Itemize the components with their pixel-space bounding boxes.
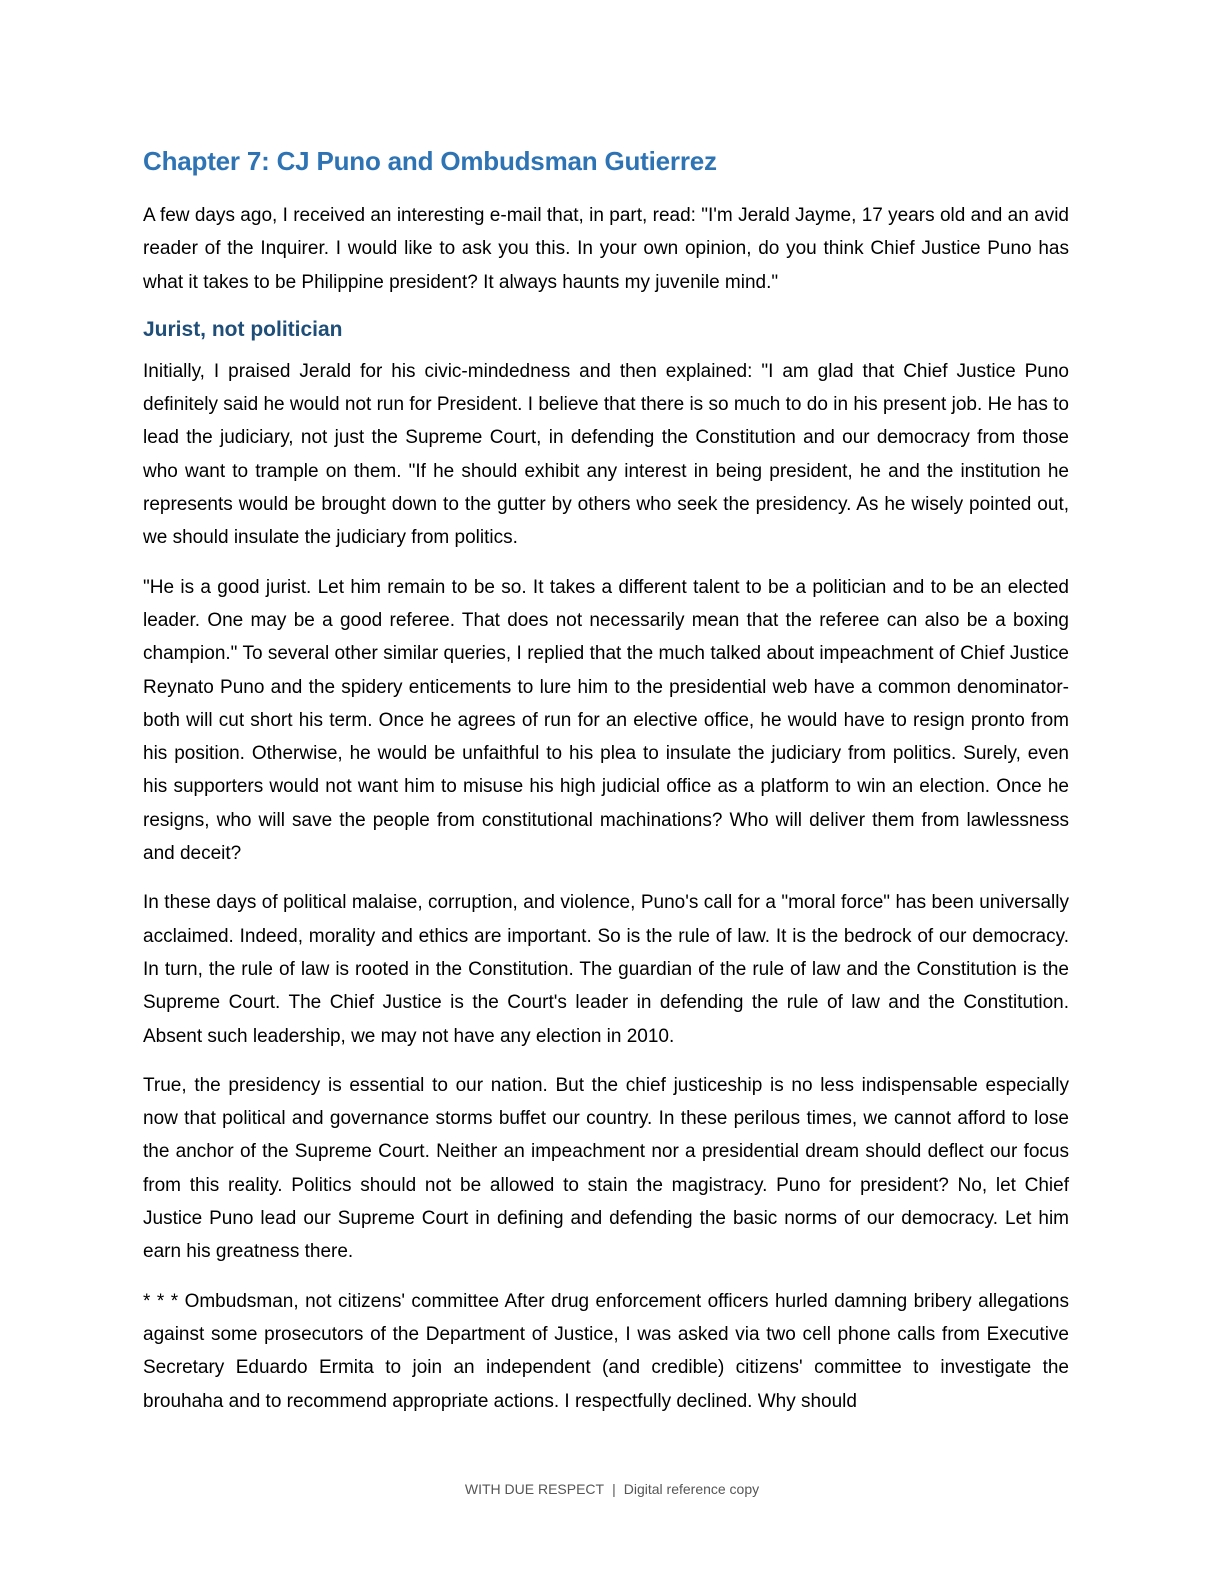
body-paragraph: True, the presidency is essential to our nation. But the chief justiceship is no less indispensable especially now that political and governance storms buffet our country. In these perilous times, we cannot afford to lose the anchor of the Supreme Court. Neither an impeachment nor a presidential dream should deflect our focus from this reality. Politics should not be allowed to stain the magistracy. Puno for president? No, let Chief Justice Puno lead our Supreme Court in defining and defending the basic norms of our democracy. Let him earn his greatness there. (143, 1074, 1069, 1263)
footer-book-title: WITH DUE RESPECT (464, 1481, 605, 1497)
intro-paragraph: A few days ago, I received an interesting e-mail that, in part, read: "I'm Jerald Jayme, 17 years old and an avid reader of the Inquirer. I would like to ask you this. In your own opinion, do you think Chief Justice Puno has what it takes to be Philippine president? It always haunts my juvenile mind." (143, 205, 1069, 293)
chapter-title: Chapter 7: CJ Puno and Ombudsman Gutierrez (143, 146, 717, 176)
footer-copy-note: Digital reference copy (623, 1481, 760, 1497)
body-paragraph: * * * Ombudsman, not citizens' committee After drug enforcement officers hurled damning bribery allegations against some prosecutors of the Department of Justice, I was asked via two cell phone calls from Executive Secretary Eduardo Ermita to join an independent (and credible) citizens' committee to investigate the brouhaha and to recommend appropriate actions. I respectfully declined. Why should (143, 1290, 1069, 1412)
body-paragraph: Initially, I praised Jerald for his civic-mindedness and then explained: "I am glad that Chief Justice Puno definitely said he would not run for President. I believe that there is so much to do in his present job. He has to lead the judiciary, not just the Supreme Court, in defending the Constitution and our democracy from those who want to trample on them. "If he should exhibit any interest in being president, he and the institution he represents would be brought down to the gutter by others who seek the presidency. As he wisely pointed out, we should insulate the judiciary from politics. (143, 360, 1069, 549)
body-paragraph: "He is a good jurist. Let him remain to be so. It takes a different talent to be a politician and to be an elected leader. One may be a good referee. That does not necessarily mean that the referee can also be a boxing champion." To several other similar queries, I replied that the much talked about impeachment of Chief Justice Reynato Puno and the spidery enticements to lure him to the presidential web have a common denominator-both will cut short his term. Once he agrees of run for an elective office, he would have to resign pronto from his position. Otherwise, he would be unfaithful to his plea to insulate the judiciary from politics. Surely, even his supporters would not want him to misuse his high judicial office as a platform to win an election. Once he resigns, who will save the people from constitutional machinations? Who will deliver them from lawlessness and deceit? (143, 576, 1069, 865)
footer-separator: | (612, 1481, 616, 1497)
body-paragraph: In these days of political malaise, corruption, and violence, Puno's call for a "moral force" has been universally acclaimed. Indeed, morality and ethics are important. So is the rule of law. It is the bedrock of our democracy. In turn, the rule of law is rooted in the Constitution. The guardian of the rule of law and the Constitution is the Supreme Court. The Chief Justice is the Court's leader in defending the rule of law and the Constitution. Absent such leadership, we may not have any election in 2010. (143, 892, 1069, 1047)
page-footer (0, 1479, 1224, 1499)
section-heading: Jurist, not politician (143, 317, 343, 341)
document-page (143, 141, 1069, 1434)
